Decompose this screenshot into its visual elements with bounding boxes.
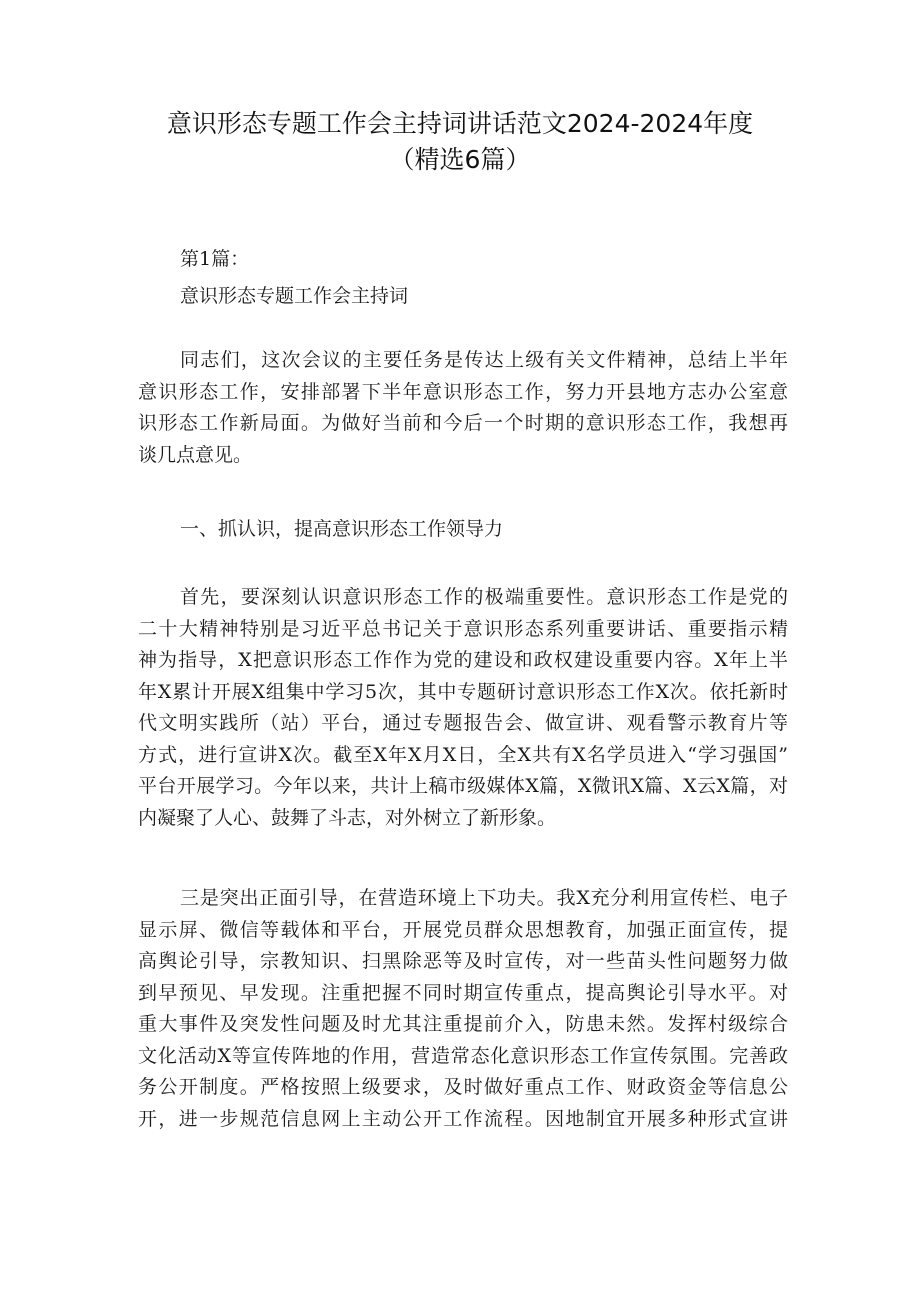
section-heading: 一、抓认识，提高意识形态工作领导力 bbox=[180, 518, 504, 540]
paragraph-line: 内凝聚了人心、鼓舞了斗志，对外树立了新形象。 bbox=[138, 806, 557, 829]
paragraph-line: 平台开展学习。今年以来，共计上稿市级媒体X篇，X微讯X篇、X云X篇，对 bbox=[138, 775, 788, 797]
paragraph-line: 重大事件及突发性问题及时尤其注重提前介入，防患未然。发挥村级综合 bbox=[138, 1013, 788, 1035]
paragraph-line: 代文明实践所（站）平台，通过专题报告会、做宣讲、观看警示教育片等 bbox=[138, 712, 788, 734]
heading-1-block bbox=[138, 514, 788, 546]
section-label-block bbox=[138, 244, 788, 276]
paragraph-line: 开，进一步规范信息网上主动公开工作流程。因地制宜开展多种形式宣讲 bbox=[138, 1107, 788, 1130]
paragraph-line: 显示屏、微信等载体和平台，开展党员群众思想教育，加强正面宣传，提 bbox=[138, 918, 788, 941]
paragraph-line: 谈几点意见。 bbox=[138, 443, 253, 466]
paragraph-line: 方式，进行宣讲X次。截至X年X月X日，全X共有X名学员进入“学习强国” bbox=[138, 743, 788, 766]
paragraph-line: 到早预见、早发现。注重把握不同时期宣传重点，提高舆论引导水平。对 bbox=[138, 981, 788, 1004]
paragraph-line: 同志们，这次会议的主要任务是传达上级有关文件精神，总结上半年 bbox=[180, 349, 788, 371]
paragraph-3 bbox=[138, 883, 788, 1135]
title-line-1: 意识形态专题工作会主持词讲话范文2024-2024年度 bbox=[166, 109, 754, 138]
paragraph-line: 三是突出正面引导，在营造环境上下功夫。我X充分利用宣传栏、电子 bbox=[180, 887, 788, 909]
paragraph-2 bbox=[138, 582, 788, 834]
section-subtitle-block bbox=[138, 281, 788, 313]
paragraph-line: 务公开制度。严格按照上级要求，及时做好重点工作、财政资金等信息公 bbox=[138, 1076, 788, 1098]
title-line-2: （精选6篇） bbox=[389, 145, 531, 174]
section-label: 第1篇： bbox=[180, 248, 250, 270]
document-title bbox=[140, 106, 780, 178]
paragraph-line: 首先，要深刻认识意识形态工作的极端重要性。意识形态工作是党的 bbox=[180, 586, 788, 608]
paragraph-line: 高舆论引导，宗教知识、扫黑除恶等及时宣传，对一些苗头性问题努力做 bbox=[138, 950, 788, 972]
paragraph-1 bbox=[138, 345, 788, 471]
paragraph-line: 神为指导，X把意识形态工作作为党的建设和政权建设重要内容。X年上半 bbox=[138, 649, 788, 671]
paragraph-line: 意识形态工作，安排部署下半年意识形态工作，努力开县地方志办公室意 bbox=[138, 380, 788, 403]
paragraph-line: 文化活动X等宣传阵地的作用，营造常态化意识形态工作宣传氛围。完善政 bbox=[138, 1044, 788, 1067]
paragraph-line: 二十大精神特别是习近平总书记关于意识形态系列重要讲话、重要指示精 bbox=[138, 617, 788, 640]
paragraph-line: 年X累计开展X组集中学习5次，其中专题研讨意识形态工作X次。依托新时 bbox=[138, 680, 788, 703]
section-subtitle: 意识形态专题工作会主持词 bbox=[180, 285, 409, 307]
paragraph-line: 识形态工作新局面。为做好当前和今后一个时期的意识形态工作，我想再 bbox=[138, 412, 788, 434]
